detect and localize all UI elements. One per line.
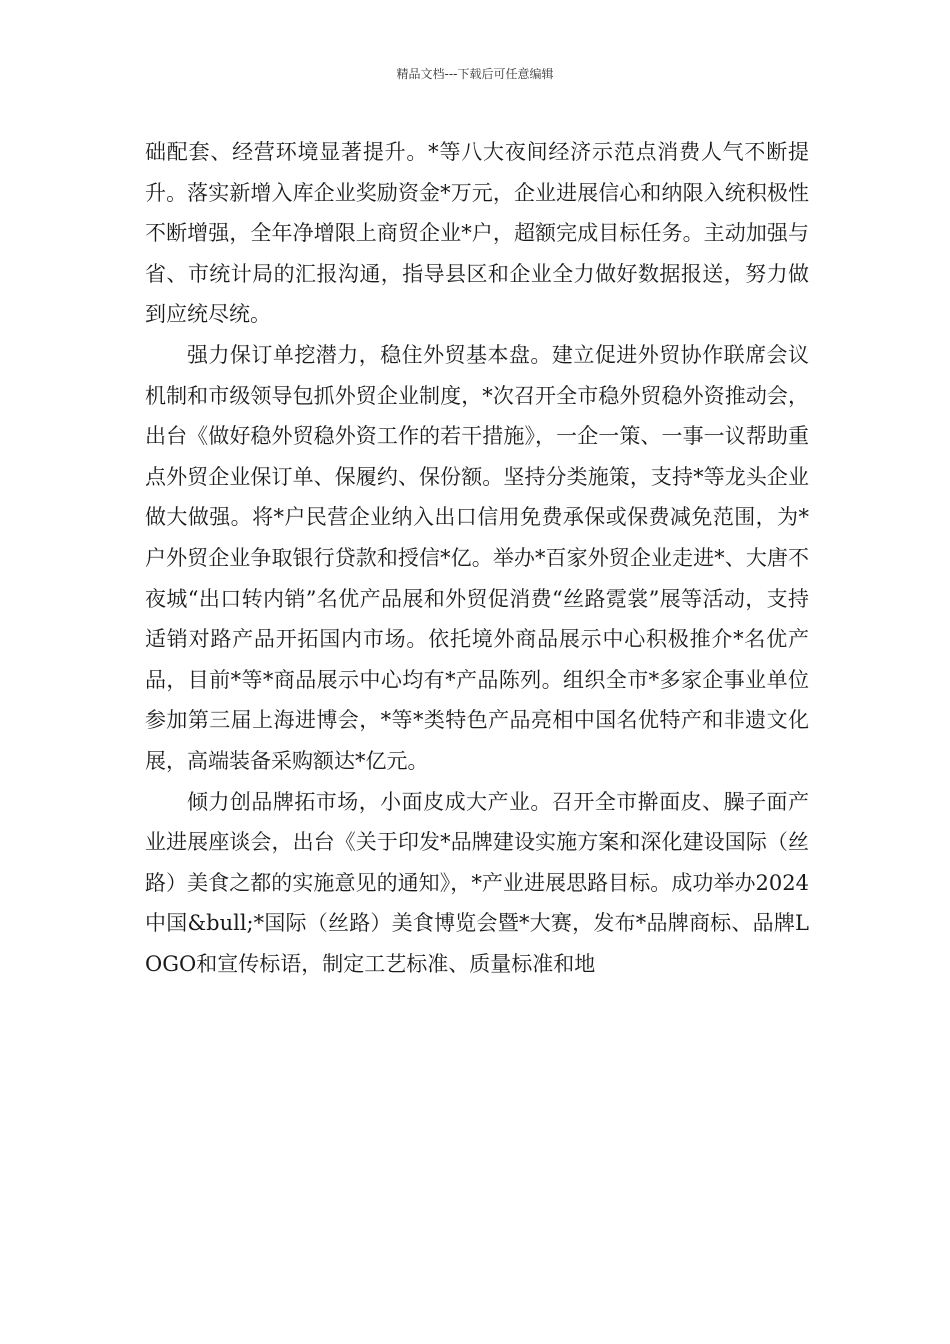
paragraph-1: 础配套、经营环境显著提升。*等八大夜间经济示范点消费人气不断提升。落实新增入库企业奖励资金*万元，企业进展信心和纳限入统积极性不断增强，全年净增限上商贸企业*户，超额完成目标任务。主动加强与省、市统计局的汇报沟通，指导县区和企业全力做好数据报送，努力做到应统尽统。	[145, 140, 809, 327]
document-body	[145, 132, 809, 984]
paragraph-2: 强力保订单挖潜力，稳住外贸基本盘。建立促进外贸协作联席会议机制和市级领导包抓外贸企业制度，*次召开全市稳外贸稳外资推动会，出台《做好稳外贸稳外资工作的若干措施》，一企一策、一事一议帮助重点外贸企业保订单、保履约、保份额。坚持分类施策，支持*等龙头企业做大做强。将*户民营企业纳入出口信用免费承保或保费减免范围，为*户外贸企业争取银行贷款和授信*亿。举办*百家外贸企业走进*、大唐不夜城“出口转内销”名优产品展和外贸促消费“丝路霓裳”展等活动，支持适销对路产品开拓国内市场。依托境外商品展示中心积极推介*名优产品，目前*等*商品展示中心均有*产品陈列。组织全市*多家企事业单位参加第三届上海进博会，*等*类特色产品亮相中国名优特产和非遗文化展，高端装备采购额达*亿元。	[145, 342, 809, 773]
paragraph-3: 倾力创品牌拓市场，小面皮成大产业。召开全市擀面皮、臊子面产业进展座谈会，出台《关于印发*品牌建设实施方案和深化建设国际（丝路）美食之都的实施意见的通知》，*产业进展思路目标。成功举办2024中国&bull;*国际（丝路）美食博览会暨*大赛，发布*品牌商标、品牌LOGO和宣传标语，制定工艺标准、质量标准和地	[145, 789, 809, 976]
page-header: 精品文档---下载后可任意编辑	[396, 67, 554, 81]
